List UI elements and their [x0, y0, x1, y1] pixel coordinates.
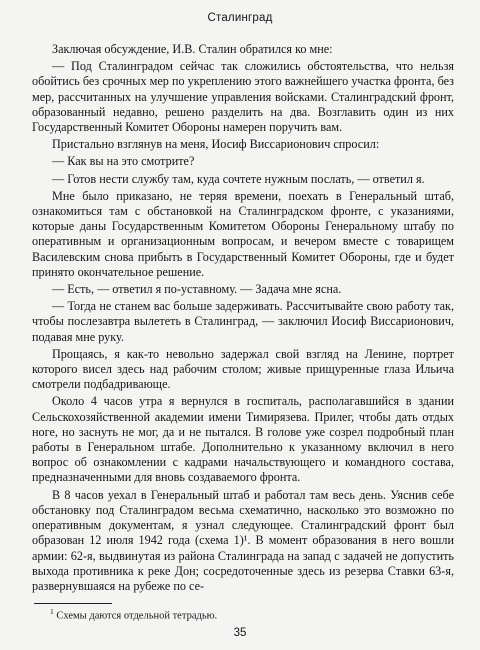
paragraph: — Как вы на это смотрите? — [52, 154, 195, 169]
page-number: 35 — [233, 627, 247, 639]
running-title: Сталинград — [207, 12, 273, 24]
paragraph: Прощаясь, я как-то невольно задержал свой взгляд на Ленине, портрет которого висел здесь над рабочим столом; живые прищуренные глаза Ильича смотрели подбадривающе. — [32, 346, 454, 392]
footnote-divider — [34, 603, 112, 604]
paragraph: — Есть, — ответил я по-уставному. — Задача мне ясна. — [52, 282, 342, 297]
paragraph: Мне было приказано, не теряя времени, поехать в Генеральный штаб, ознакомиться там с обстановкой на Сталинградском фронте, с указаниями, которые даны Государственным Комитетом Обороны Генеральному штабу по оперативным и организационным вопросам, и вечером вместе с товарищем Василевским снова прибыть в Государственный Комитет Обороны, где и будет принято окончательное решение. — [32, 188, 454, 279]
footnote-marker: 1 — [50, 607, 54, 616]
paragraph: — Под Сталинградом сейчас так сложились обстоятельства, что нельзя обойтись без срочных мер по укреплению этого важнейшего участка фронта, без мер, рассчитанных на улучшение управления войсками. Сталинградский фронт, образованный недавно, решено разделить на два. Возглавить один из них Государственный Комитет Обороны намерен поручить вам. — [32, 59, 454, 135]
footnote-text: Схемы даются отдельной тетрадью. — [56, 610, 218, 622]
paragraph: Около 4 часов утра я вернулся в госпиталь, располагавшийся в здании Сельскохозяйственной академии имени Тимирязева. Прилег, чтобы дать отдых ноге, но заснуть не мог, да и не пытался. В голове уже созрел подробный план работы в Генеральном штабе. Дополнительно к указанному включил в него вопрос об ознакомлении с кадрами начальствующего и командного состава, предназначенными для вновь создаваемого фронта. — [32, 394, 454, 485]
paragraph: — Готов нести службу там, куда сочтете нужным послать, — ответил я. — [52, 171, 425, 186]
paragraph: Пристально взглянув на меня, Иосиф Виссарионович спросил: — [52, 137, 380, 152]
paragraph: Заключая обсуждение, И.В. Сталин обратился ко мне: — [52, 42, 333, 56]
body-text — [32, 42, 454, 596]
footnote — [50, 606, 217, 623]
paragraph: — Тогда не станем вас больше задерживать. Рассчитывайте свою работу так, чтобы послезавтра вылететь в Сталинград, — заключил Иосиф Виссарионович, подавая мне руку. — [32, 299, 454, 344]
paragraph: В 8 часов уехал в Генеральный штаб и работал там весь день. Уяснив себе обстановку под Сталинградом весьма схематично, насколько это возможно по оперативным документам, я узнал следующее. Сталинградский фронт был образован 12 июля 1942 года (схема 1)¹. В момент образования в него вошли армии: 62-я, выдвинутая из района Сталинграда на запад с задачей не допустить выхода противника к реке Дон; сосредоточенные здесь из резерва Ставки 63-я, развернувшаяся на рубеже по се- — [32, 487, 454, 593]
